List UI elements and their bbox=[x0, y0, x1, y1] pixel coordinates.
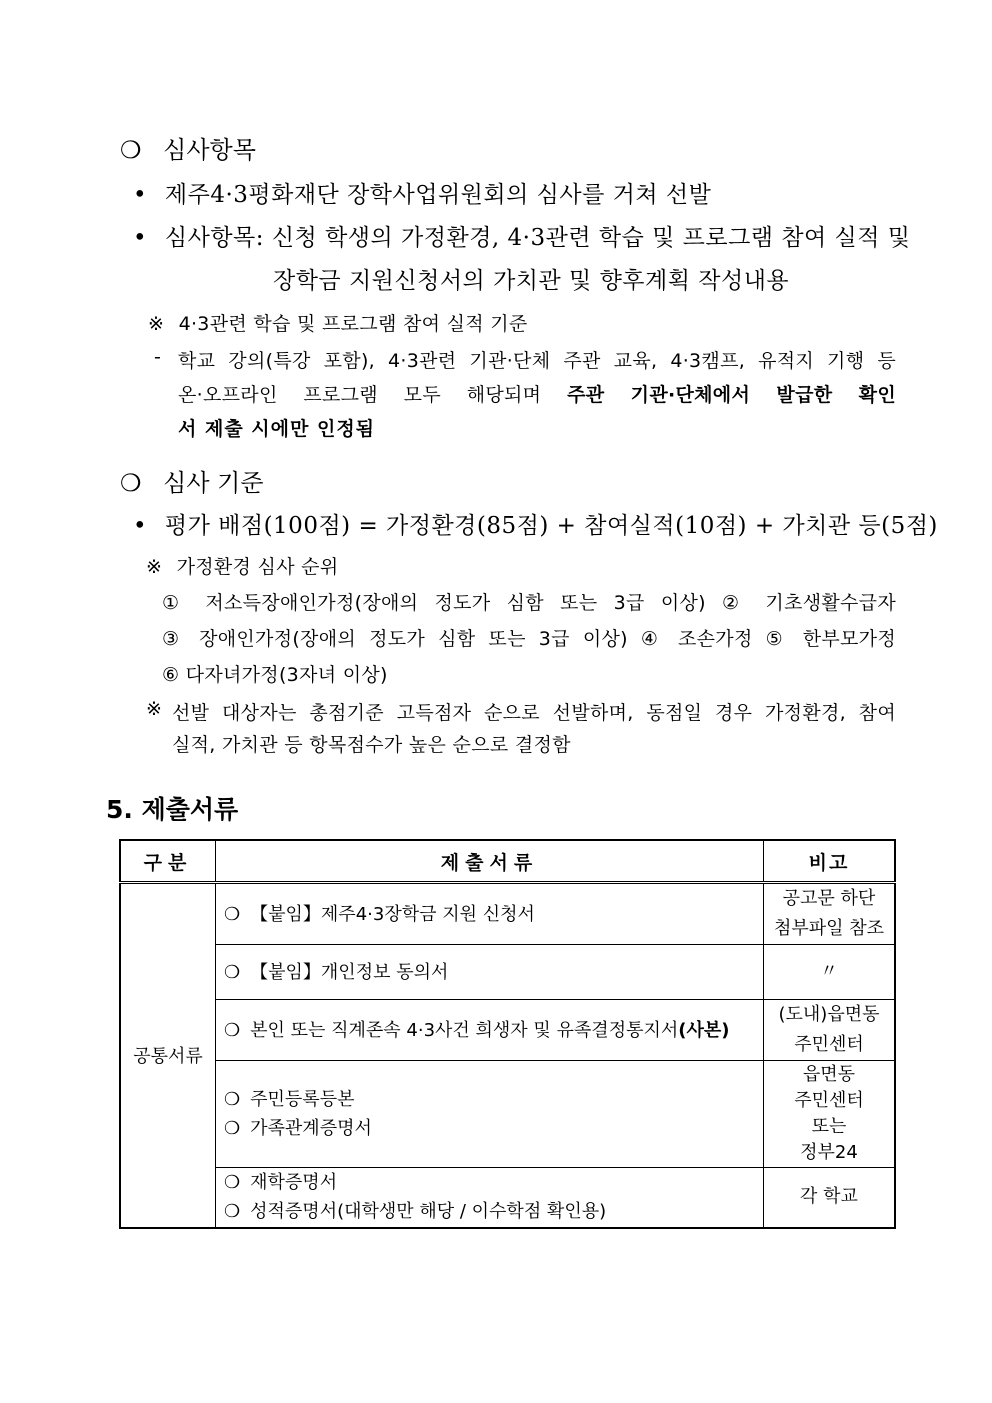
note-line: 또는 bbox=[811, 1116, 847, 1137]
note-text: 4·3관련 학습 및 프로그램 참여 실적 기준 bbox=[178, 313, 528, 335]
circle-bullet-icon: ❍ bbox=[224, 903, 241, 925]
note-line: 선발 대상자는 총점기준 고득점자 순으로 선발하며, 동점일 경우 가정환경, 참여 bbox=[172, 702, 896, 724]
bullet-text: 평가 배점(100점) = 가정환경(85점) + 참여실적(10점) + 가치관 등(5점) bbox=[164, 513, 938, 539]
heading-text: 심사 기준 bbox=[163, 469, 264, 497]
bullet-line bbox=[133, 176, 711, 209]
document-item: 성적증명서(대학생만 해당 / 이수학점 확인용) bbox=[250, 1201, 607, 1223]
documents-table bbox=[119, 839, 896, 1229]
documents-cell bbox=[216, 1061, 764, 1168]
header-documents: 제출서류 bbox=[216, 840, 764, 883]
bullet-text: 심사항목: 신청 학생의 가정환경, 4·3관련 학습 및 프로그램 참여 실적 및 bbox=[164, 225, 911, 251]
bullet-text: 제주4·3평화재단 장학사업위원회의 심사를 거쳐 선발 bbox=[164, 182, 712, 208]
bullet-line bbox=[133, 219, 911, 252]
document-item: 【붙임】개인정보 동의서 bbox=[250, 961, 449, 983]
category-cell: 공통서류 bbox=[120, 883, 216, 1228]
bullet-icon: • bbox=[133, 182, 148, 208]
document-item-bold: (사본) bbox=[678, 1019, 730, 1041]
bullet-line bbox=[133, 507, 938, 540]
dash-line: 학교 강의(특강 포함), 4·3관련 기관·단체 주관 교육, 4·3캠프, 유적지 기행 등 bbox=[178, 350, 896, 372]
table-row bbox=[120, 1061, 895, 1168]
rank-line: ① 저소득장애인가정(장애의 정도가 심함 또는 3급 이상) ② 기초생활수급자 bbox=[162, 592, 896, 614]
document-item: 본인 또는 직계존속 4·3사건 희생자 및 유족결정통지서 bbox=[250, 1019, 679, 1041]
header-category: 구분 bbox=[120, 840, 216, 883]
note-text: 가정환경 심사 순위 bbox=[176, 556, 339, 578]
review-criteria-heading bbox=[120, 463, 264, 498]
note-cell bbox=[764, 1061, 896, 1168]
rank-line: ③ 장애인가정(장애의 정도가 심함 또는 3급 이상) ④ 조손가정 ⑤ 한부모가정 bbox=[162, 628, 896, 650]
document-item: 가족관계증명서 bbox=[250, 1118, 372, 1139]
dash-marker: - bbox=[154, 346, 162, 368]
note-line: 〃 bbox=[820, 961, 838, 982]
document-item: 주민등록등본 bbox=[250, 1089, 355, 1110]
circle-bullet-icon: ❍ bbox=[120, 469, 142, 497]
bullet-continuation: 장학금 지원신청서의 가치관 및 향후계획 작성내용 bbox=[273, 268, 790, 294]
table-row bbox=[120, 883, 895, 945]
circle-bullet-icon: ❍ bbox=[224, 961, 241, 983]
note-cell bbox=[764, 945, 896, 1000]
note-cell bbox=[764, 1168, 896, 1228]
table-row bbox=[120, 1168, 895, 1228]
dash-text: 온·오프라인 프로그램 모두 해당되며 bbox=[178, 384, 568, 406]
table-row bbox=[120, 1000, 895, 1061]
reference-mark-icon: ※ bbox=[148, 313, 165, 335]
header-note: 비고 bbox=[764, 840, 896, 883]
documents-cell bbox=[216, 883, 764, 945]
heading-text: 심사항목 bbox=[163, 136, 256, 164]
bullet-icon: • bbox=[133, 513, 148, 539]
note-line: 정부24 bbox=[800, 1142, 858, 1163]
documents-cell bbox=[216, 1168, 764, 1228]
note-line: 첨부파일 참조 bbox=[773, 918, 885, 939]
dash-text-bold: 주관 기관·단체에서 발급한 확인 bbox=[567, 384, 896, 406]
note-line bbox=[148, 309, 528, 336]
review-items-heading bbox=[120, 130, 256, 165]
circle-bullet-icon: ❍ bbox=[224, 1118, 241, 1139]
reference-mark-icon: ※ bbox=[146, 556, 163, 578]
note-line: 각 학교 bbox=[800, 1186, 858, 1208]
note-cell bbox=[764, 1000, 896, 1061]
dash-line-bold: 서 제출 시에만 인정됨 bbox=[178, 418, 376, 440]
note-line: (도내)읍면동 bbox=[778, 1004, 880, 1025]
bullet-icon: • bbox=[133, 225, 148, 251]
rank-line: ⑥ 다자녀가정(3자녀 이상) bbox=[162, 664, 388, 686]
table-row bbox=[120, 945, 895, 1000]
circle-bullet-icon: ❍ bbox=[224, 1089, 241, 1110]
section-title: 5. 제출서류 bbox=[106, 795, 239, 824]
circle-bullet-icon: ❍ bbox=[224, 1019, 241, 1041]
circle-bullet-icon: ❍ bbox=[120, 136, 142, 164]
reference-mark-icon: ※ bbox=[146, 698, 163, 720]
documents-cell bbox=[216, 1000, 764, 1061]
note-line: 실적, 가치관 등 항목점수가 높은 순으로 결정함 bbox=[172, 734, 571, 756]
note-line: 주민센터 bbox=[794, 1034, 864, 1055]
circle-bullet-icon: ❍ bbox=[224, 1201, 241, 1223]
documents-cell bbox=[216, 945, 764, 1000]
note-line bbox=[146, 552, 339, 579]
note-line: 주민센터 bbox=[794, 1090, 864, 1111]
note-line: 공고문 하단 bbox=[782, 888, 876, 909]
circle-bullet-icon: ❍ bbox=[224, 1172, 241, 1194]
document-item: 재학증명서 bbox=[250, 1172, 338, 1194]
document-item: 【붙임】제주4·3장학금 지원 신청서 bbox=[250, 903, 535, 925]
dash-line bbox=[178, 380, 896, 407]
table-header-row bbox=[120, 840, 895, 883]
note-cell bbox=[764, 883, 896, 945]
note-line: 읍면동 bbox=[802, 1064, 856, 1085]
